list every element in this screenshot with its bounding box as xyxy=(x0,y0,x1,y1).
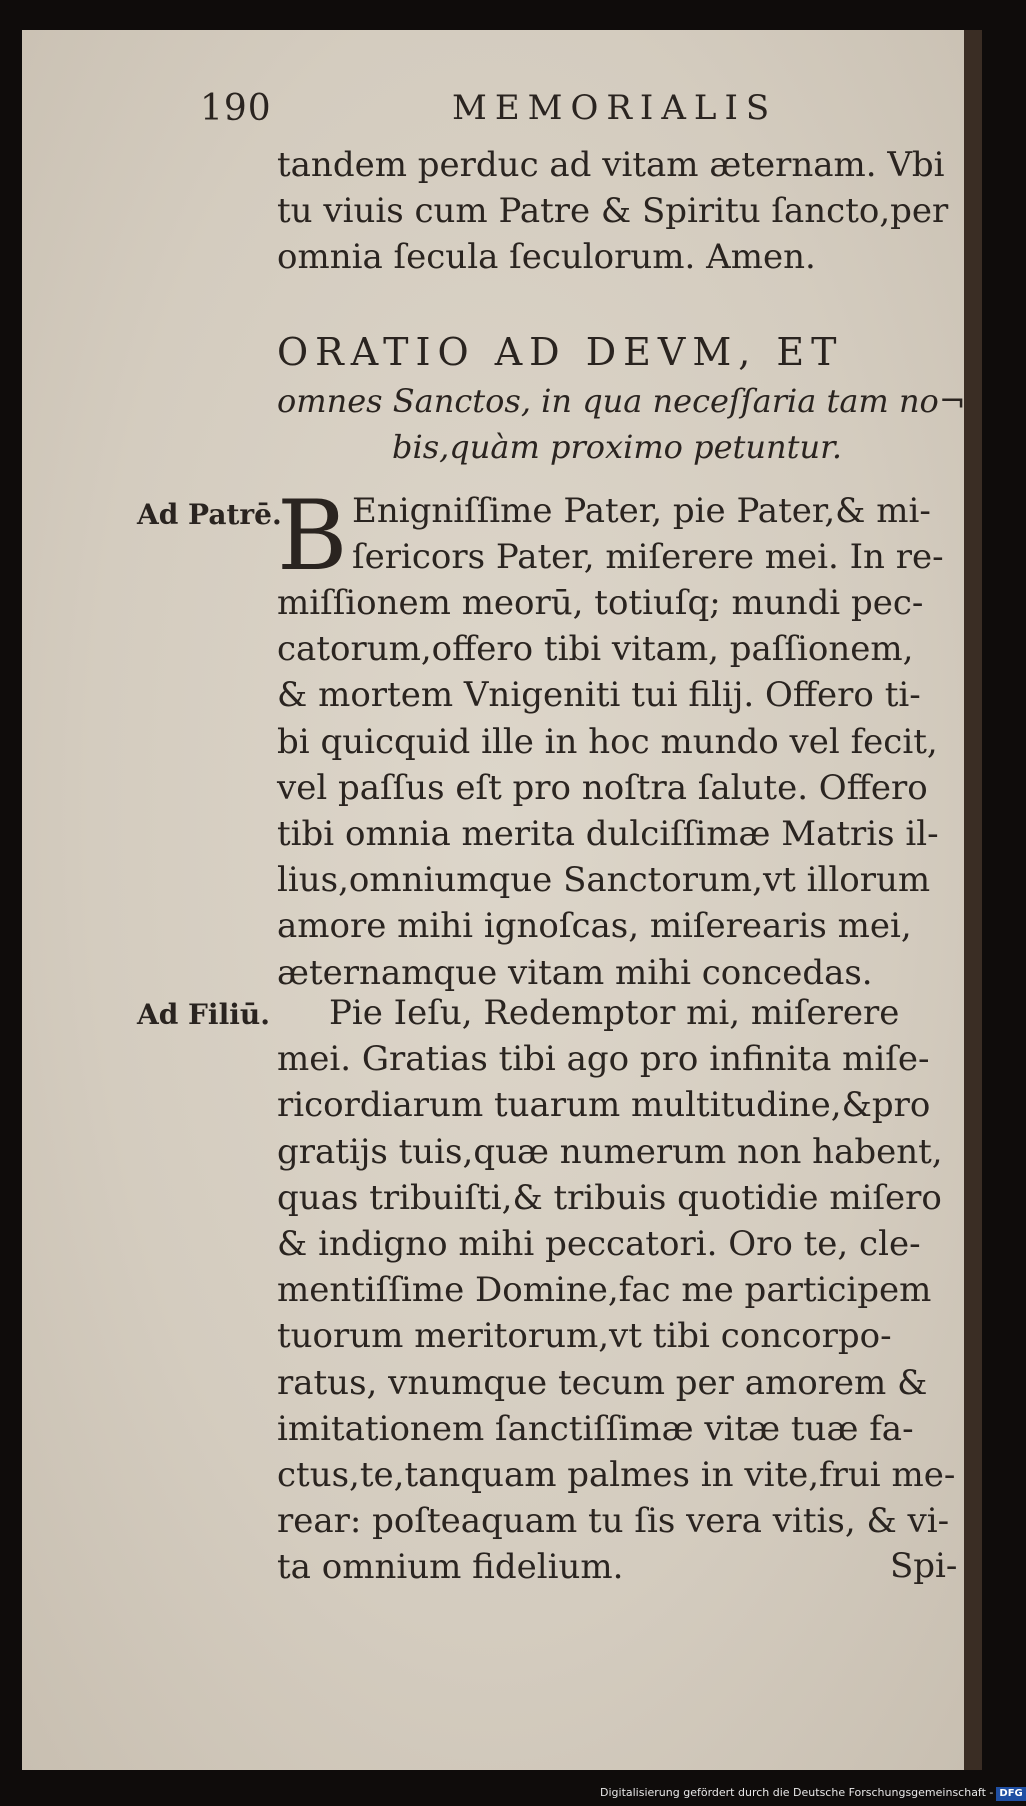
text-line: imitationem ſanctiſſimæ vitæ tuæ fa- xyxy=(277,1408,914,1449)
text-line: ta omnium fidelium. xyxy=(277,1547,624,1588)
text-line: Enigniſſime Pater, pie Pater,& mi- xyxy=(352,491,931,531)
text-line: miſſionem meorū, totiuſq; mundi pec- xyxy=(277,583,924,623)
text-line: æternamque vitam mihi concedas. xyxy=(277,952,873,993)
text-line: bi quicquid ille in hoc mundo vel fecit, xyxy=(277,721,938,762)
dfg-logo: DFG xyxy=(996,1787,1025,1801)
digitization-footer xyxy=(600,1783,1023,1803)
text-line: vel paſſus eſt pro noſtra ſalute. Offero xyxy=(277,767,928,808)
text-line: quas tribuiſti,& tribuis quotidie miſero xyxy=(277,1177,942,1218)
margin-note-son: Ad Filiū. xyxy=(137,998,270,1031)
book-page xyxy=(22,30,982,1770)
text-line: mei. Gratias tibi ago pro infinita miſe- xyxy=(277,1039,930,1080)
text-line: omnia ſecula ſeculorum. Amen. xyxy=(277,237,816,278)
text-line: ctus,te,tanquam palmes in vite,frui me- xyxy=(277,1454,956,1495)
footer-text: Digitalisierung gefördert durch die Deutsche Forschungsgemeinschaft - xyxy=(600,1786,994,1799)
text-line: tu viuis cum Patre & Spiritu ſancto,per xyxy=(277,191,949,232)
opening-text-block xyxy=(277,142,957,281)
section-subheading-line-2: bis,quàm proximo petuntur. xyxy=(391,428,843,466)
paragraph-1 xyxy=(277,580,957,996)
text-line: ratus, vnumque tecum per amorem & xyxy=(277,1362,928,1403)
catchword: Spi- xyxy=(890,1546,958,1586)
section-subheading-line-1: omnes Sanctos, in qua neceſſaria tam no¬ xyxy=(277,382,966,420)
text-line: ricordiarum tuarum multitudine,&pro xyxy=(277,1085,931,1126)
text-line: catorum,offero tibi vitam, paſſionem, xyxy=(277,629,914,670)
text-line: & mortem Vnigeniti tui filij. Offero ti- xyxy=(277,675,921,716)
drop-capital: B xyxy=(277,480,348,592)
text-line: tibi omnia merita dulciſſimæ Matris il- xyxy=(277,813,939,854)
section-heading: ORATIO AD DEVM, ET xyxy=(277,330,844,374)
running-head: MEMORIALIS xyxy=(452,88,778,128)
paragraph-2 xyxy=(277,990,957,1590)
text-line: mentiſſime Domine,fac me participem xyxy=(277,1270,932,1311)
paragraph-1-first-lines xyxy=(352,488,957,580)
text-line: rear: poſteaquam tu ſis vera vitis, & vi- xyxy=(277,1501,950,1542)
text-line: & indigno mihi peccatori. Oro te, cle- xyxy=(277,1223,921,1264)
text-line: amore mihi ignoſcas, miſerearis mei, xyxy=(277,906,912,947)
margin-note-father: Ad Patrē. xyxy=(137,498,282,531)
text-line: gratijs tuis,quæ numerum non habent, xyxy=(277,1131,943,1172)
text-line: ſericors Pater, miſerere mei. In re- xyxy=(352,537,944,578)
text-line: lius,omniumque Sanctorum,vt illorum xyxy=(277,860,931,901)
page-number: 190 xyxy=(200,88,272,129)
text-line: tuorum meritorum,vt tibi concorpo- xyxy=(277,1316,892,1357)
text-line: Pie Ieſu, Redemptor mi, miſerere xyxy=(329,993,900,1033)
text-line: tandem perduc ad vitam æternam. Vbi xyxy=(277,145,945,185)
